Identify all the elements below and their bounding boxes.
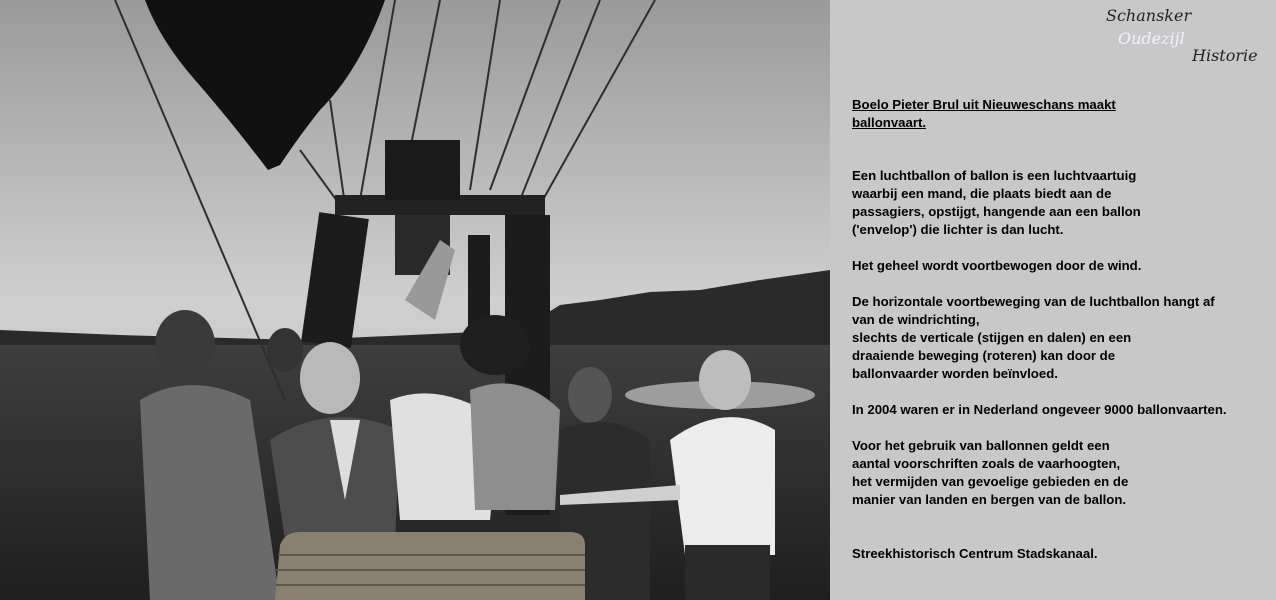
text-line: het vermijden van gevoelige gebieden en de <box>852 474 1129 489</box>
logo-text-line2: Oudezijl <box>1118 29 1185 48</box>
text-line: slechts de verticale (stijgen en dalen) en een <box>852 330 1132 345</box>
text-line: ballonvaarder worden beïnvloed. <box>852 366 1058 381</box>
text-line: In 2004 waren er in Nederland ongeveer 9000 ballonvaarten. <box>852 402 1227 417</box>
paragraph-regulations <box>852 437 1128 509</box>
site-logo[interactable] <box>1100 4 1272 68</box>
paragraph-definition <box>852 167 1141 239</box>
source-credit <box>852 545 1098 563</box>
title-line: Boelo Pieter Brul uit Nieuweschans maakt <box>852 97 1116 112</box>
text-line: Voor het gebruik van ballonnen geldt een <box>852 438 1110 453</box>
paragraph-statistics <box>852 401 1227 419</box>
text-line: aantal voorschriften zoals de vaarhoogten, <box>852 456 1121 471</box>
text-line: van de windrichting, <box>852 312 980 327</box>
text-line: ('envelop') die lichter is dan lucht. <box>852 222 1064 237</box>
text-line: Streekhistorisch Centrum Stadskanaal. <box>852 546 1098 561</box>
paragraph-wind <box>852 257 1141 275</box>
text-line: manier van landen en bergen van de ballon. <box>852 492 1127 507</box>
text-line: waarbij een mand, die plaats biedt aan de <box>852 186 1112 201</box>
article-title <box>852 96 1116 132</box>
text-line: De horizontale voortbeweging van de luchtballon hangt af <box>852 294 1215 309</box>
paragraph-movement <box>852 293 1215 383</box>
text-line: Een luchtballon of ballon is een luchtvaartuig <box>852 168 1137 183</box>
article-panel <box>830 0 1276 600</box>
logo-text-line3: Historie <box>1192 46 1258 65</box>
title-line: ballonvaart. <box>852 115 927 130</box>
text-line: Het geheel wordt voortbewogen door de wind. <box>852 258 1142 273</box>
logo-text-line1: Schansker <box>1106 6 1192 25</box>
text-line: passagiers, opstijgt, hangende aan een ballon <box>852 204 1141 219</box>
text-line: draaiende beweging (roteren) kan door de <box>852 348 1116 363</box>
